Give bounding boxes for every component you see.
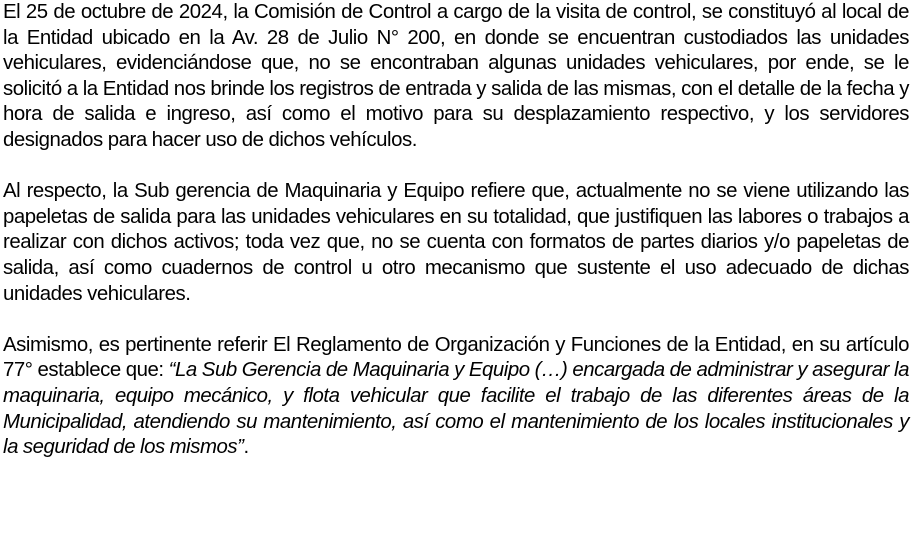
- paragraph-reglamento: [3, 333, 909, 461]
- document-body: [3, 0, 909, 461]
- paragraph-reglamento-intro: Asimismo, es pertinente referir El Reglamento de Organización y Funciones de la Entidad, en su artículo 77° establece que:: [3, 333, 909, 382]
- reglamento-quote: “La Sub Gerencia de Maquinaria y Equipo (…) encargada de administrar y asegurar la maquinaria, equipo mecánico, y flota vehicular que facilite el trabajo de las diferentes áreas de la Municipalidad, atendiendo su mantenimiento, así como el mantenimiento de los locales institucionales y la seguridad de los mismos”: [3, 359, 909, 459]
- paragraph-sub-gerencia: Al respecto, la Sub gerencia de Maquinaria y Equipo refiere que, actualmente no se viene utilizando las papeletas de salida para las unidades vehiculares en su totalidad, que justifiquen las labores o trabajos a realizar con dichos activos; toda vez que, no se cuenta con formatos de partes diarios y/o papeletas de salida, así como cuadernos de control u otro mecanismo que sustente el uso adecuado de dichas unidades vehiculares.: [3, 180, 909, 305]
- paragraph-reglamento-end: .: [243, 436, 249, 459]
- paragraph-visita-control: El 25 de octubre de 2024, la Comisión de Control a cargo de la visita de control, se constituyó al local de la Entidad ubicado en la Av. 28 de Julio N° 200, en donde se encuentran custodiados las unidades vehiculares, evidenciándose que, no se encontraban algunas unidades vehiculares, por ende, se le solicitó a la Entidad nos brinde los registros de entrada y salida de las mismas, con el detalle de la fecha y hora de salida e ingreso, así como el motivo para su desplazamiento respectivo, y los servidores designados para hacer uso de dichos vehículos.: [3, 1, 909, 151]
